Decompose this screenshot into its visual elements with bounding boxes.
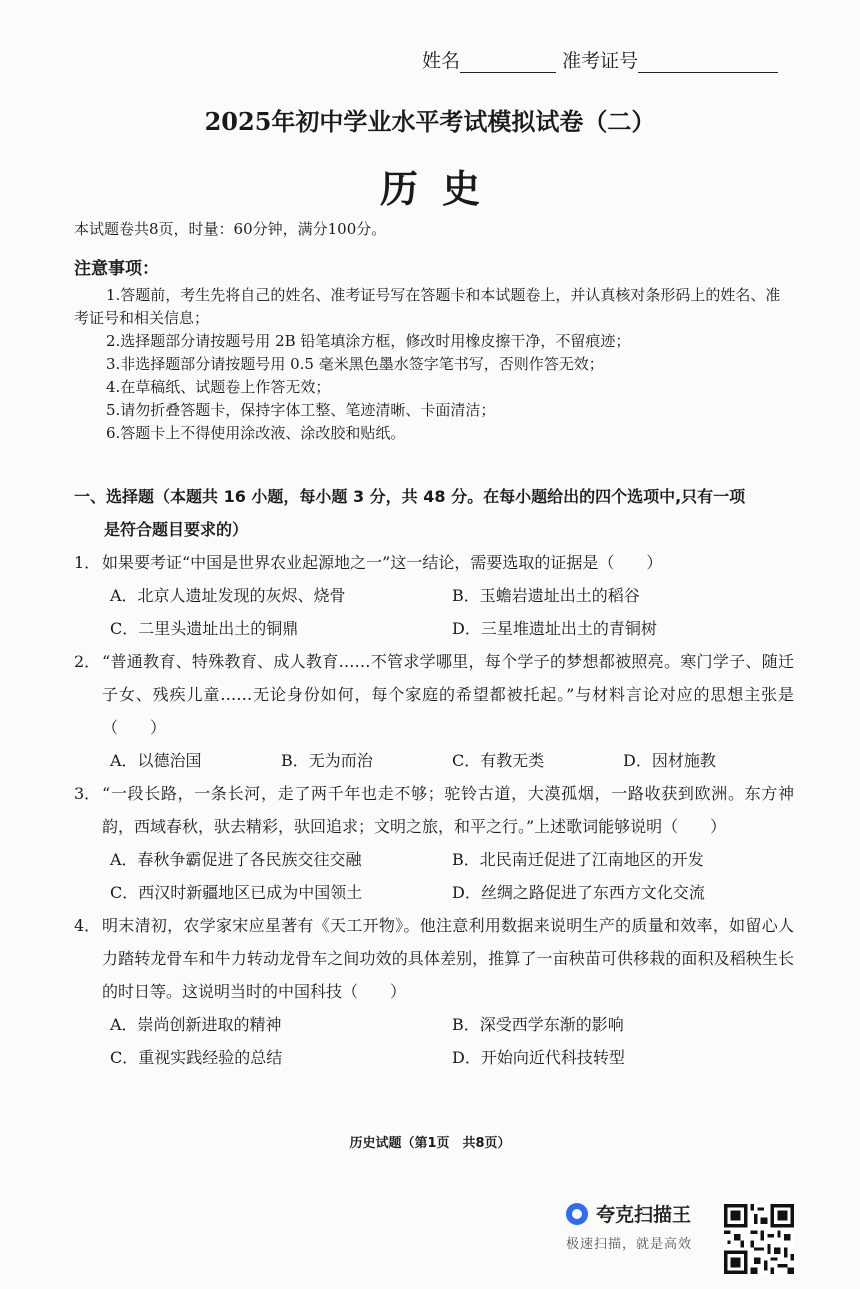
- question-number: 2．: [74, 652, 101, 671]
- option-d[interactable]: D．因材施教: [623, 751, 716, 770]
- question-stem: 明末清初，农学家宋应星著有《天工开物》。他注意利用数据来说明生产的质量和效率，如留心人力踏转龙骨车和牛力转动龙骨车之间功效的具体差别，推算了一亩秧苗可供移栽的面积及稻秧生长的时日等。这说明当时的中国科技（ ）: [102, 916, 794, 1001]
- page-footer: 历史试题（第1页 共8页）: [349, 1136, 511, 1151]
- option-b[interactable]: B．无为而治: [281, 751, 373, 770]
- option-b[interactable]: B．玉蟾岩遗址出土的稻谷: [452, 586, 640, 605]
- section-heading-line2: 是符合题目要求的）: [104, 520, 249, 539]
- option-c[interactable]: C．有教无类: [452, 751, 545, 770]
- option-c[interactable]: C．重视实践经验的总结: [110, 1048, 283, 1067]
- exam-info: 本试题卷共8页，时量：60分钟，满分100分。: [74, 220, 387, 238]
- question-4: [74, 909, 794, 1074]
- option-b[interactable]: B．北民南迁促进了江南地区的开发: [452, 850, 704, 869]
- scanner-app-name: 夸克扫描王: [596, 1204, 692, 1226]
- notice-list: [74, 284, 794, 445]
- question-2: [74, 645, 794, 777]
- question-list: [74, 546, 794, 1074]
- option-d[interactable]: D．开始向近代科技转型: [452, 1048, 625, 1067]
- notice-heading: 注意事项：: [74, 259, 159, 279]
- qr-code-icon: [724, 1204, 794, 1274]
- notice-item: 5.请勿折叠答题卡，保持字体工整、笔迹清晰、卡面清洁；: [106, 401, 496, 419]
- scanner-watermark: [566, 1200, 726, 1252]
- question-number: 4．: [74, 916, 101, 935]
- question-stem: 如果要考证“中国是世界农业起源地之一”这一结论，需要选取的证据是（ ）: [102, 553, 663, 572]
- question-stem: “一段长路，一条长河，走了两千年也走不够；驼铃古道，大漠孤烟，一路收获到欧洲。东方神韵，西域春秋，驮去精彩，驮回追求；文明之旅，和平之行。”上述歌词能够说明（ ）: [102, 784, 794, 836]
- option-d[interactable]: D．丝绸之路促进了东西方文化交流: [452, 883, 705, 902]
- section-heading: [74, 480, 794, 546]
- option-c[interactable]: C．西汉时新疆地区已成为中国领土: [110, 883, 363, 902]
- option-a[interactable]: A．春秋争霸促进了各民族交往交融: [110, 850, 362, 869]
- scanner-logo-icon: [566, 1203, 588, 1225]
- candidate-info: [422, 46, 778, 73]
- question-stem: “普通教育、特殊教育、成人教育……不管求学哪里，每个学子的梦想都被照亮。寒门学子、随迁子女、残疾儿童……无论身份如何，每个家庭的希望都被托起。”与材料言论对应的思想主张是（ ）: [102, 652, 794, 737]
- option-c[interactable]: C．二里头遗址出土的铜鼎: [110, 619, 299, 638]
- section-heading-line1: 一、选择题（本题共 16 小题，每小题 3 分，共 48 分。在每小题给出的四个选项中,只有一项: [74, 487, 746, 506]
- option-b[interactable]: B．深受西学东渐的影响: [452, 1015, 624, 1034]
- notice-item: 6.答题卡上不得使用涂改液、涂改胶和贴纸。: [106, 424, 406, 442]
- exam-id-label: 准考证号: [562, 50, 639, 72]
- notice-item: 1.答题前，考生先将自己的姓名、准考证号写在答题卡和本试题卷上，并认真核对条形码上的姓名、准考证号和相关信息；: [74, 286, 781, 327]
- question-number: 3．: [74, 784, 101, 803]
- option-d[interactable]: D．三星堆遗址出土的青铜树: [452, 619, 657, 638]
- subject-title: 历史: [379, 166, 504, 211]
- option-a[interactable]: A．北京人遗址发现的灰烬、烧骨: [110, 586, 346, 605]
- exam-title: 2025年初中学业水平考试模拟试卷（二）: [204, 107, 656, 136]
- notice-item: 3.非选择题部分请按题号用 0.5 毫米黑色墨水签字笔书写，否则作答无效；: [106, 355, 604, 373]
- name-label: 姓名: [422, 50, 461, 72]
- scanner-slogan: 极速扫描，就是高效: [566, 1237, 693, 1252]
- option-a[interactable]: A．崇尚创新进取的精神: [110, 1015, 282, 1034]
- notice-item: 4.在草稿纸、试题卷上作答无效；: [106, 378, 331, 396]
- option-a[interactable]: A．以德治国: [110, 751, 202, 770]
- name-blank[interactable]: [460, 52, 556, 73]
- question-1: [74, 546, 794, 645]
- question-3: [74, 777, 794, 909]
- exam-id-blank[interactable]: [638, 52, 778, 73]
- question-number: 1．: [74, 553, 101, 572]
- notice-item: 2.选择题部分请按题号用 2B 铅笔填涂方框，修改时用橡皮擦干净，不留痕迹；: [106, 332, 631, 350]
